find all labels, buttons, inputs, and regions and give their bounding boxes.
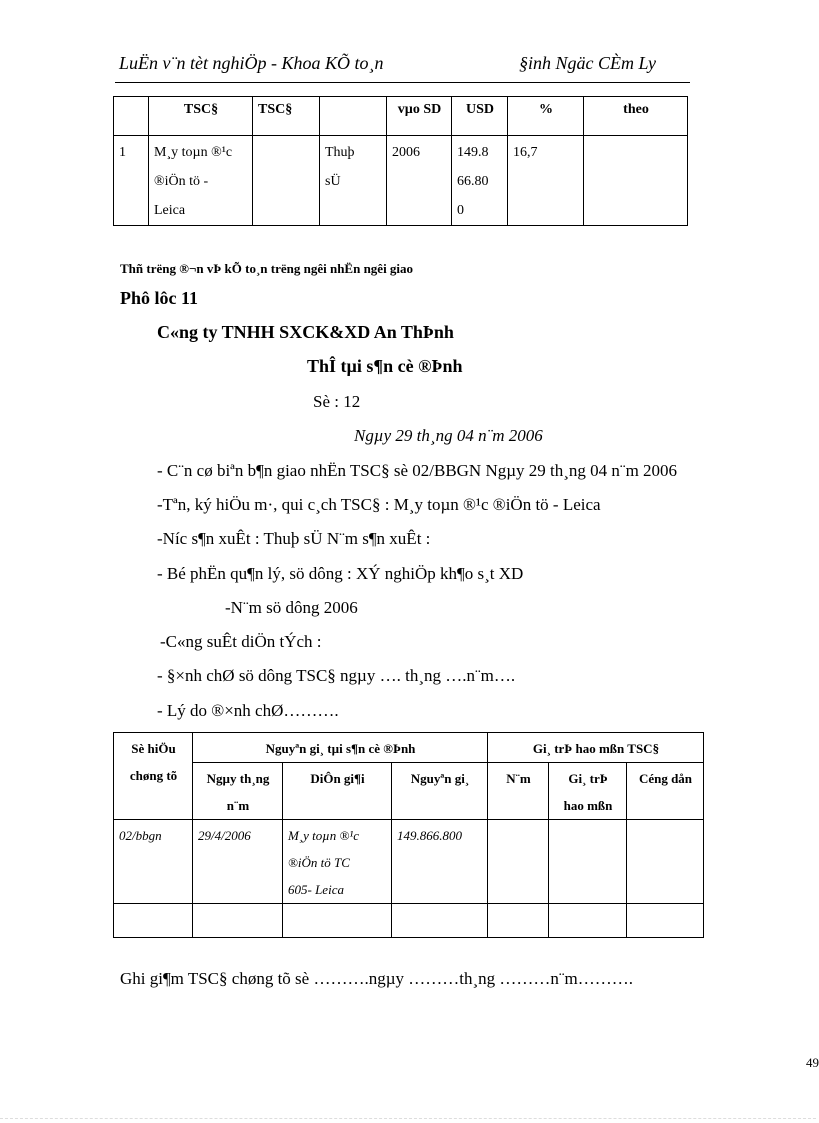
original-cost-group-header: Nguyªn gi¸ tµi s¶n cè ®Þnh [193,733,488,763]
info-line: - §×nh chØ sö dông TSC§ ngµy …. th¸ng ….n¨m…. [157,666,516,685]
info-line: - Lý do ®×nh chØ………. [157,701,339,720]
description-cell [283,820,392,904]
origin-line: sÜ [325,174,341,189]
empty-cell [549,904,627,938]
description-line: M¸y toµn ®¹c [288,828,360,843]
empty-cell [114,904,193,938]
date-header [193,763,283,820]
table-row [114,820,704,904]
header-line: Sè hiÖu [131,741,176,756]
fixed-asset-table [113,96,688,226]
empty-cell [627,904,704,938]
document-title: ThÎ tµi s¶n cè ®Þnh [307,356,463,376]
year-header: N¨m [488,763,549,820]
empty-cell [253,136,320,226]
table-header-cell: theo [584,97,688,136]
empty-cell [627,820,704,904]
header-line: hao mßn [563,798,613,813]
table-header-row [114,733,704,763]
table-header-cell [320,97,387,136]
date-cell: 29/4/2006 [193,820,283,904]
description-line: ®iÖn tö TC [288,855,350,870]
description-line: 605- Leica [288,882,344,897]
asset-name-line: M¸y toµn ®¹c [154,145,233,160]
usd-cell [452,136,508,226]
empty-cell [193,904,283,938]
empty-cell [283,904,392,938]
empty-cell [392,904,488,938]
usd-line: 66.80 [457,174,489,189]
info-line: - C¨n cø biªn b¶n giao nhËn TSC§ sè 02/BBGN Ngµy 29 th¸ng 04 n¨m 2006 [157,461,678,480]
empty-cell [549,820,627,904]
origin-cell [320,136,387,226]
info-line: -Níc s¶n xuÊt : Thuþ sÜ N¨m s¶n xuÊt : [157,529,431,548]
cumulative-header: Céng dån [627,763,704,820]
info-line: - Bé phËn qu¶n lý, sö dông : XÝ nghiÖp kh¶o s¸t XD [157,564,524,583]
percent-cell: 16,7 [508,136,584,226]
card-date: Ngµy 29 th¸ng 04 n¨m 2006 [354,426,543,445]
doc-number-cell: 02/bbgn [114,820,193,904]
info-line: -C«ng suÊt diÖn tÝch : [160,632,322,651]
info-line: -N¨m sö dông 2006 [225,598,358,617]
year-cell: 2006 [387,136,452,226]
usd-line: 149.8 [457,145,489,160]
header-line: Gi¸ trÞ [568,771,608,786]
usd-line: 0 [457,203,464,218]
cost-cell: 149.866.800 [392,820,488,904]
signature-note: Thñ trëng ®¬n vÞ kÕ to¸n trëng ngêi nhËn ngêi giao [120,261,414,276]
table-row [114,904,704,938]
table-subheader-row [114,763,704,820]
asset-name-line: Leica [154,203,186,218]
table-header-cell [114,97,149,136]
asset-name [149,136,253,226]
value-header [549,763,627,820]
table-header-cell: % [508,97,584,136]
description-header: DiÔn gi¶i [283,763,392,820]
depreciation-group-header: Gi¸ trÞ hao mßn TSC§ [488,733,704,763]
reduction-note: Ghi gi¶m TSC§ chøng tõ sè ……….ngµy ………th¸ng ………n¨m………. [120,969,634,988]
table-header-cell: vµo SD [387,97,452,136]
header-right: §inh Ngäc CÈm Ly [519,53,656,73]
table-header-cell: USD [452,97,508,136]
appendix-title: Phô lôc 11 [120,288,199,308]
empty-cell [488,820,549,904]
company-name: C«ng ty TNHH SXCK&XD An ThÞnh [157,322,454,342]
page-number: 49 [806,1055,819,1070]
header-divider [115,82,690,83]
row-number: 1 [114,136,149,226]
card-number: Sè : 12 [313,392,361,411]
table-row [114,136,688,226]
origin-line: Thuþ [325,145,355,160]
table-header-cell: TSC§ [253,97,320,136]
asset-name-line: ®iÖn tö - [154,174,209,189]
doc-number-header [114,733,193,820]
info-line: -Tªn, ký hiÖu m·, qui c¸ch TSC§ : M¸y toµn ®¹c ®iÖn tö - Leica [157,495,601,514]
table-header-row [114,97,688,136]
asset-value-table [113,732,704,938]
header-left: LuËn v¨n tèt nghiÖp - Khoa KÕ to¸n [119,53,384,73]
empty-cell [488,904,549,938]
theo-cell [584,136,688,226]
header-line: Ngµy th¸ng [206,771,270,786]
table-header-cell: TSC§ [149,97,253,136]
header-line: chøng tõ [129,768,178,783]
cost-header: Nguyªn gi¸ [392,763,488,820]
header-line: n¨m [226,798,250,813]
page-bottom-divider [0,1118,816,1119]
